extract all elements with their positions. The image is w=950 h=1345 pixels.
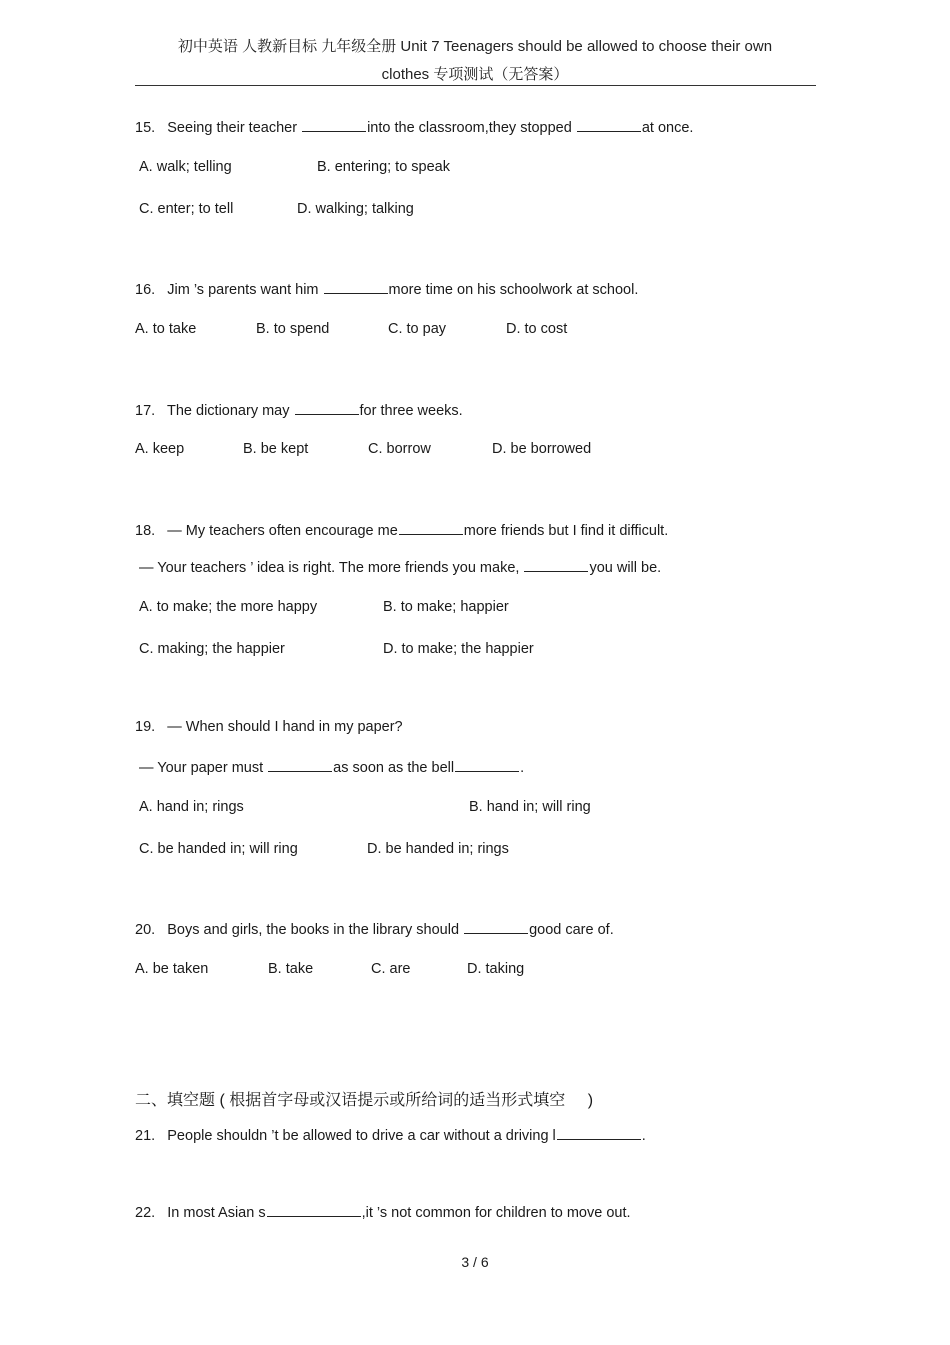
- option-d: D. be handed in; rings: [367, 841, 509, 857]
- question-19: 19. — When should I hand in my paper?: [135, 719, 403, 735]
- question-17: 17. The dictionary may for three weeks.: [135, 400, 463, 419]
- question-21: 21. People shouldn ’t be allowed to drive a car without a driving l .: [135, 1125, 646, 1144]
- page-number: 3 / 6: [461, 1254, 489, 1270]
- option-d: D. taking: [467, 961, 525, 977]
- option-c: C. borrow: [368, 441, 431, 457]
- option-b: B. to make; happier: [383, 599, 509, 615]
- question-number: 16.: [135, 282, 156, 298]
- question-20: 20. Boys and girls, the books in the library should good care of.: [135, 919, 614, 938]
- option-a: A. walk; telling: [139, 159, 232, 175]
- question-22: 22. In most Asian s ,it ’s not common for children to move out.: [135, 1202, 631, 1221]
- option-b: B. be kept: [243, 441, 309, 457]
- option-c: C. are: [371, 961, 411, 977]
- question-number: 18.: [135, 523, 156, 539]
- option-b: B. take: [268, 961, 314, 977]
- answer-blank[interactable]: [524, 557, 588, 572]
- question-number: 19.: [135, 719, 156, 735]
- answer-blank[interactable]: [295, 400, 359, 415]
- option-d: D. to cost: [506, 321, 568, 337]
- section-heading: 二、填空题 ( 根据首字母或汉语提示或所给词的适当形式填空 ): [135, 1092, 594, 1109]
- option-a: A. hand in; rings: [139, 799, 244, 815]
- answer-blank[interactable]: [577, 117, 641, 132]
- page-header: [135, 33, 815, 89]
- option-c: C. to pay: [388, 321, 447, 337]
- option-a: A. be taken: [135, 961, 209, 977]
- option-d: D. be borrowed: [492, 441, 592, 457]
- option-b: B. to spend: [256, 321, 330, 337]
- question-18-line-2: — Your teachers ’ idea is right. The more friends you make, you will be.: [139, 557, 661, 576]
- answer-blank[interactable]: [455, 757, 519, 772]
- question-number: 17.: [135, 403, 156, 419]
- answer-blank[interactable]: [557, 1125, 641, 1140]
- option-c: C. making; the happier: [139, 641, 285, 657]
- option-c: C. be handed in; will ring: [139, 841, 298, 857]
- option-c: C. enter; to tell: [139, 201, 234, 217]
- answer-blank[interactable]: [302, 117, 366, 132]
- question-number: 21.: [135, 1128, 156, 1144]
- option-b: B. hand in; will ring: [469, 799, 591, 815]
- header-line-2: clothes 专项测试（无答案）: [381, 66, 569, 83]
- answer-blank[interactable]: [324, 279, 388, 294]
- answer-blank[interactable]: [268, 757, 332, 772]
- answer-blank[interactable]: [464, 919, 528, 934]
- question-number: 15.: [135, 120, 156, 136]
- question-15: 15. Seeing their teacher into the classroom,they stopped at once.: [135, 117, 693, 136]
- question-number: 22.: [135, 1205, 156, 1221]
- header-line-1: 初中英语 人教新目标 九年级全册 Unit 7 Teenagers should be allowed to choose their own: [177, 38, 773, 55]
- option-d: D. walking; talking: [297, 201, 414, 217]
- option-d: D. to make; the happier: [383, 641, 534, 657]
- question-18: 18. — My teachers often encourage me more friends but I find it difficult.: [135, 520, 668, 539]
- question-number: 20.: [135, 922, 156, 938]
- option-a: A. to make; the more happy: [139, 599, 318, 615]
- header-rule: [135, 85, 816, 86]
- question-16: 16. Jim ’s parents want him more time on his schoolwork at school.: [135, 279, 638, 298]
- option-a: A. keep: [135, 441, 185, 457]
- option-a: A. to take: [135, 321, 197, 337]
- option-b: B. entering; to speak: [317, 159, 450, 175]
- question-19-line-2: — Your paper must as soon as the bell .: [139, 757, 524, 776]
- answer-blank[interactable]: [267, 1202, 361, 1217]
- answer-blank[interactable]: [399, 520, 463, 535]
